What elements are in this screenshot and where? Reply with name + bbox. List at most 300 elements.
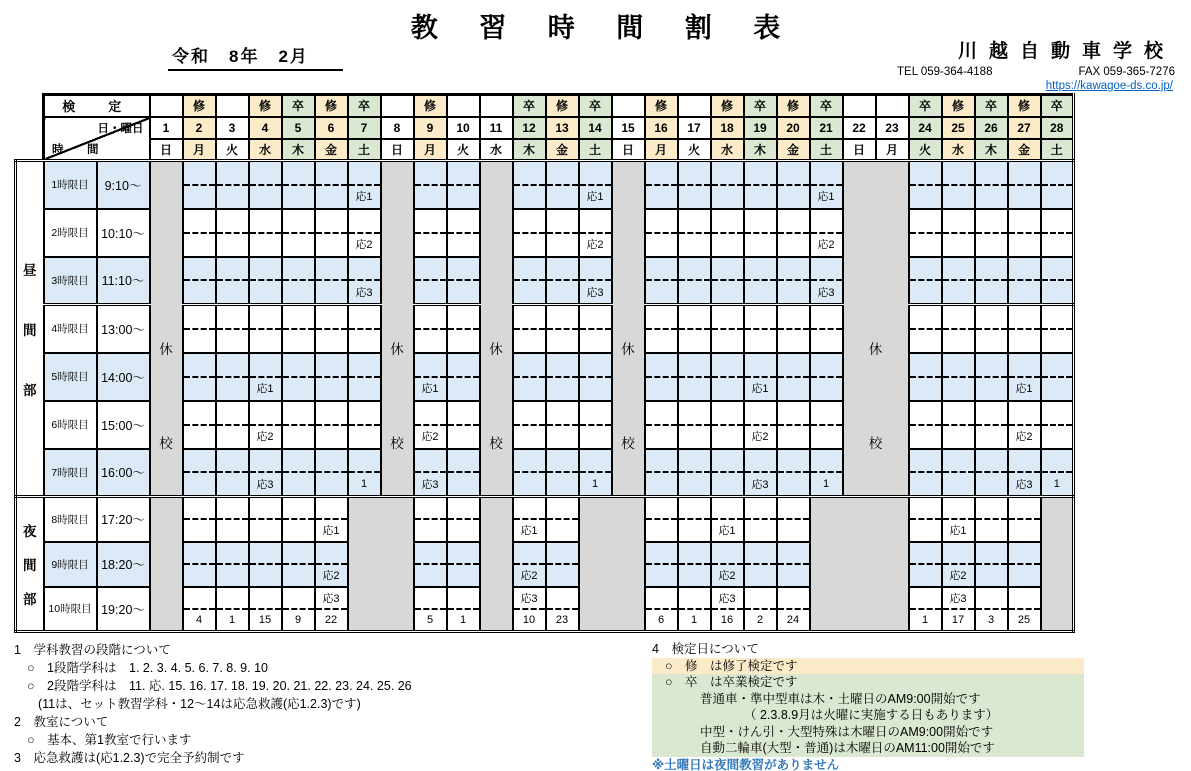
- lesson-slot-bottom: 5: [426, 613, 434, 626]
- lesson-slot-top: [1042, 163, 1073, 186]
- lesson-slot-bottom: 1: [459, 613, 467, 626]
- weekday-cell: 月: [876, 139, 909, 161]
- date-cell: 6: [315, 117, 348, 139]
- lesson-slot-bottom: [250, 281, 281, 302]
- period-cell: 9時限目: [44, 542, 97, 587]
- lesson-slot-top: [1042, 403, 1073, 426]
- lesson-slot-bottom: [943, 378, 974, 399]
- lesson-slot-top: [349, 163, 380, 186]
- lesson-slot-bottom: [646, 426, 677, 447]
- lesson-slot-top: [349, 355, 380, 378]
- lesson-slot-bottom: [283, 281, 314, 302]
- kentei-cell: [480, 95, 513, 117]
- date-cell: 8: [381, 117, 414, 139]
- lesson-slot-bottom: 9: [294, 613, 302, 626]
- lesson-cell: [414, 305, 447, 353]
- lesson-cell: [216, 542, 249, 587]
- lesson-slot-top: [679, 355, 710, 378]
- lesson-cell: [942, 161, 975, 209]
- lesson-cell: [216, 161, 249, 209]
- lesson-slot-top: [514, 163, 545, 186]
- weekday-cell: 水: [249, 139, 282, 161]
- closed-cell: [480, 161, 513, 497]
- lesson-cell: [777, 449, 810, 497]
- lesson-slot-top: [514, 307, 545, 330]
- lesson-slot-top: [316, 499, 347, 521]
- lesson-cell: [282, 257, 315, 305]
- date-cell: 9: [414, 117, 447, 139]
- lesson-slot-top: [217, 499, 248, 521]
- lesson-cell: [513, 587, 546, 632]
- lesson-cell: [645, 449, 678, 497]
- lesson-cell: [744, 401, 777, 449]
- weekday-cell: 木: [744, 139, 777, 161]
- lesson-slot-bottom: 応3: [421, 478, 439, 491]
- weekday-cell: 火: [447, 139, 480, 161]
- lesson-slot-bottom: [415, 330, 446, 351]
- lesson-cell: [975, 353, 1008, 401]
- kentei-cell: 修: [942, 95, 975, 117]
- lesson-slot-top: [646, 588, 677, 610]
- lesson-slot-bottom: [679, 520, 710, 540]
- closed-cell: [579, 497, 645, 632]
- lesson-cell: [282, 161, 315, 209]
- lesson-cell: [513, 449, 546, 497]
- lesson-cell: [777, 353, 810, 401]
- lesson-slot-top: [1009, 307, 1040, 330]
- lesson-cell: [183, 449, 216, 497]
- lesson-slot-top: [679, 544, 710, 566]
- lesson-slot-bottom: [910, 330, 941, 351]
- kentei-cell: [150, 95, 183, 117]
- lesson-slot-top: 応3: [514, 588, 545, 610]
- lesson-slot-top: [415, 355, 446, 378]
- lesson-slot-top: [349, 211, 380, 234]
- period-cell: 10時限目: [44, 587, 97, 632]
- lesson-slot-top: [217, 355, 248, 378]
- time-cell: 17:20～: [97, 497, 150, 542]
- lesson-slot-top: [580, 307, 611, 330]
- school-fax: FAX 059-365-7276: [1078, 66, 1175, 78]
- lesson-slot-bottom: [415, 565, 446, 585]
- lesson-cell: [645, 257, 678, 305]
- lesson-slot-top: [1042, 450, 1073, 473]
- date-cell: 12: [513, 117, 546, 139]
- lesson-slot-top: [514, 450, 545, 473]
- date-cell: 3: [216, 117, 249, 139]
- lesson-slot-top: [712, 307, 743, 330]
- lesson-cell: [942, 401, 975, 449]
- lesson-slot-bottom: 23: [555, 613, 569, 626]
- lesson-slot-top: [283, 544, 314, 566]
- closed-label-bottom: 校: [390, 435, 404, 451]
- lesson-slot-bottom: [745, 330, 776, 351]
- lesson-slot-top: [415, 307, 446, 330]
- kentei-cell: 卒: [1041, 95, 1074, 117]
- lesson-cell: [315, 353, 348, 401]
- lesson-cell: [447, 209, 480, 257]
- lesson-slot-top: [811, 211, 842, 234]
- lesson-cell: [678, 209, 711, 257]
- lesson-cell: [579, 161, 612, 209]
- lesson-slot-bottom: [712, 234, 743, 255]
- closed-cell: [348, 497, 414, 632]
- note-line: 1 学科教習の段階について: [14, 643, 171, 657]
- note-line: 4 検定日について: [652, 642, 759, 656]
- lesson-slot-top: [1042, 307, 1073, 330]
- lesson-slot-top: [514, 499, 545, 521]
- lesson-cell: [810, 353, 843, 401]
- lesson-slot-bottom: [679, 378, 710, 399]
- lesson-slot-top: [514, 544, 545, 566]
- note-line: ○ 1段階学科は 1. 2. 3. 4. 5. 6. 7. 8. 9. 10: [27, 661, 268, 675]
- lesson-cell: [447, 305, 480, 353]
- lesson-cell: [546, 497, 579, 542]
- lesson-slot-top: [943, 403, 974, 426]
- lesson-slot-bottom: 応2: [421, 431, 439, 443]
- lesson-slot-bottom: [448, 565, 479, 585]
- lesson-slot-bottom: 応2: [586, 239, 604, 251]
- lesson-cell: [975, 305, 1008, 353]
- kentei-cell: 卒: [909, 95, 942, 117]
- lesson-slot-top: [547, 544, 578, 566]
- lesson-slot-top: [778, 499, 809, 521]
- lesson-slot-bottom: [547, 473, 578, 494]
- lesson-cell: [810, 257, 843, 305]
- lesson-cell: [645, 401, 678, 449]
- lesson-cell: [282, 353, 315, 401]
- lesson-cell: [942, 497, 975, 542]
- date-cell: 27: [1008, 117, 1041, 139]
- date-cell: 15: [612, 117, 645, 139]
- lesson-slot-bottom: 1: [228, 613, 236, 626]
- note-line: ○ 2段階学科は 11. 応. 15. 16. 17. 18. 19. 20. 21. 22. 23. 24. 25. 26: [27, 679, 412, 693]
- lesson-cell: [975, 161, 1008, 209]
- lesson-slot-top: [745, 588, 776, 610]
- lesson-slot-bottom: 応3: [355, 286, 373, 299]
- lesson-slot-top: [1009, 544, 1040, 566]
- lesson-slot-top: [910, 355, 941, 378]
- lesson-cell: [678, 497, 711, 542]
- lesson-slot-bottom: [349, 330, 380, 351]
- lesson-slot-bottom: [943, 186, 974, 207]
- date-cell: 17: [678, 117, 711, 139]
- lesson-slot-top: [745, 499, 776, 521]
- lesson-slot-bottom: [514, 426, 545, 447]
- lesson-slot-bottom: [1009, 520, 1040, 540]
- lesson-slot-bottom: 1: [591, 477, 599, 490]
- lesson-slot-top: [811, 355, 842, 378]
- lesson-slot-top: [184, 499, 215, 521]
- lesson-slot-bottom: [745, 234, 776, 255]
- lesson-slot-bottom: [1009, 186, 1040, 207]
- lesson-cell: [678, 587, 711, 632]
- lesson-slot-top: [217, 588, 248, 610]
- lesson-slot-bottom: [283, 186, 314, 207]
- lesson-cell: [1041, 161, 1074, 209]
- kentei-cell: [612, 95, 645, 117]
- lesson-slot-top: [283, 499, 314, 521]
- lesson-cell: [414, 209, 447, 257]
- lesson-cell: [282, 449, 315, 497]
- lesson-slot-bottom: [811, 426, 842, 447]
- lesson-cell: [315, 209, 348, 257]
- lesson-slot-bottom: [679, 473, 710, 494]
- lesson-slot-bottom: [217, 234, 248, 255]
- lesson-cell: [678, 161, 711, 209]
- lesson-slot-top: [448, 450, 479, 473]
- lesson-slot-bottom: [910, 281, 941, 302]
- lesson-slot-bottom: [250, 330, 281, 351]
- lesson-cell: [513, 257, 546, 305]
- closed-cell: [480, 497, 513, 632]
- notes-right: [652, 641, 1084, 771]
- lesson-slot-top: [1009, 403, 1040, 426]
- note-line: 中型・けん引・大型特殊は木曜日のAM9:00開始です: [652, 724, 1084, 741]
- lesson-slot-bottom: [250, 186, 281, 207]
- lesson-slot-bottom: [976, 234, 1007, 255]
- lesson-cell: [216, 401, 249, 449]
- lesson-slot-bottom: [547, 281, 578, 302]
- time-cell: 16:00～: [97, 449, 150, 497]
- lesson-cell: [1008, 401, 1041, 449]
- lesson-slot-bottom: [646, 565, 677, 585]
- lesson-cell: [777, 209, 810, 257]
- lesson-slot-top: [184, 307, 215, 330]
- lesson-cell: [579, 353, 612, 401]
- lesson-slot-top: [250, 499, 281, 521]
- lesson-slot-top: [217, 307, 248, 330]
- lesson-cell: [909, 449, 942, 497]
- lesson-cell: [315, 497, 348, 542]
- lesson-cell: [777, 587, 810, 632]
- corner-time-label: 時 間: [52, 144, 105, 156]
- lesson-cell: [975, 542, 1008, 587]
- lesson-slot-bottom: 2: [756, 613, 764, 626]
- lesson-slot-bottom: [217, 378, 248, 399]
- lesson-slot-bottom: [547, 565, 578, 585]
- lesson-cell: [942, 542, 975, 587]
- lesson-slot-top: [976, 355, 1007, 378]
- closed-cell: [150, 161, 183, 497]
- lesson-slot-bottom: [679, 426, 710, 447]
- lesson-cell: [447, 449, 480, 497]
- lesson-slot-bottom: [217, 186, 248, 207]
- lesson-slot-bottom: [910, 565, 941, 585]
- lesson-slot-bottom: [712, 473, 743, 494]
- school-url: [897, 80, 1175, 92]
- note-line: ○ 基本、第1教室で行います: [27, 733, 192, 747]
- lesson-cell: [579, 209, 612, 257]
- lesson-slot-bottom: [1042, 234, 1073, 255]
- weekday-cell: 水: [942, 139, 975, 161]
- lesson-cell: [315, 449, 348, 497]
- date-cell: 21: [810, 117, 843, 139]
- lesson-slot-top: [580, 258, 611, 281]
- lesson-cell: [414, 497, 447, 542]
- lesson-slot-top: [547, 588, 578, 610]
- lesson-slot-top: [646, 211, 677, 234]
- lesson-slot-top: [283, 258, 314, 281]
- lesson-slot-bottom: [283, 426, 314, 447]
- weekday-cell: 木: [513, 139, 546, 161]
- lesson-slot-bottom: [415, 234, 446, 255]
- lesson-cell: [678, 305, 711, 353]
- lesson-slot-bottom: 22: [324, 613, 338, 626]
- lesson-cell: [777, 497, 810, 542]
- lesson-slot-bottom: [547, 426, 578, 447]
- lesson-slot-top: [679, 211, 710, 234]
- lesson-slot-bottom: [547, 378, 578, 399]
- lesson-slot-bottom: [448, 281, 479, 302]
- lesson-slot-top: [1042, 211, 1073, 234]
- kentei-cell: 卒: [810, 95, 843, 117]
- lesson-slot-bottom: [646, 281, 677, 302]
- lesson-slot-bottom: [283, 473, 314, 494]
- lesson-slot-bottom: 応2: [718, 569, 736, 582]
- lesson-cell: [678, 449, 711, 497]
- lesson-slot-bottom: 応2: [817, 239, 835, 251]
- corner-day-label: 日・曜日: [97, 122, 144, 135]
- weekday-cell: 日: [150, 139, 183, 161]
- lesson-slot-bottom: [448, 378, 479, 399]
- lesson-slot-top: [580, 403, 611, 426]
- date-cell: 14: [579, 117, 612, 139]
- lesson-cell: [414, 161, 447, 209]
- date-cell: 4: [249, 117, 282, 139]
- weekday-cell: 火: [216, 139, 249, 161]
- lesson-slot-top: [1009, 163, 1040, 186]
- lesson-slot-bottom: [712, 378, 743, 399]
- lesson-cell: [777, 257, 810, 305]
- lesson-slot-bottom: 24: [786, 613, 800, 626]
- closed-cell: [1041, 497, 1074, 632]
- lesson-slot-bottom: [448, 330, 479, 351]
- weekday-cell: 金: [315, 139, 348, 161]
- lesson-slot-top: [910, 307, 941, 330]
- lesson-slot-top: [679, 588, 710, 610]
- lesson-slot-bottom: [679, 186, 710, 207]
- notes-left: [14, 641, 614, 767]
- lesson-slot-top: [415, 499, 446, 521]
- lesson-slot-top: [547, 307, 578, 330]
- lesson-slot-top: 応3: [943, 588, 974, 610]
- lesson-cell: [744, 161, 777, 209]
- lesson-slot-bottom: 応1: [1015, 383, 1033, 395]
- lesson-cell: [1041, 353, 1074, 401]
- kentei-cell: [381, 95, 414, 117]
- closed-cell: [843, 161, 909, 497]
- lesson-cell: [183, 587, 216, 632]
- lesson-slot-bottom: [217, 473, 248, 494]
- lesson-cell: [183, 305, 216, 353]
- lesson-cell: [249, 401, 282, 449]
- lesson-slot-bottom: [448, 186, 479, 207]
- lesson-slot-bottom: 16: [720, 613, 734, 626]
- lesson-cell: [249, 353, 282, 401]
- lesson-slot-bottom: [745, 281, 776, 302]
- lesson-slot-bottom: 1: [1053, 477, 1060, 490]
- lesson-cell: [513, 542, 546, 587]
- lesson-cell: [315, 401, 348, 449]
- section-label: 夜 間 部: [16, 497, 44, 632]
- lesson-slot-bottom: [976, 186, 1007, 207]
- kentei-cell: 修: [711, 95, 744, 117]
- lesson-cell: [744, 209, 777, 257]
- lesson-cell: [975, 449, 1008, 497]
- lesson-slot-bottom: [316, 330, 347, 351]
- lesson-cell: [513, 305, 546, 353]
- lesson-slot-top: [778, 588, 809, 610]
- lesson-cell: [909, 401, 942, 449]
- lesson-slot-bottom: [415, 281, 446, 302]
- lesson-slot-top: [745, 163, 776, 186]
- time-cell: 13:00～: [97, 305, 150, 353]
- lesson-slot-top: [283, 163, 314, 186]
- lesson-slot-top: [745, 307, 776, 330]
- lesson-slot-bottom: 応1: [256, 383, 274, 395]
- lesson-cell: [249, 161, 282, 209]
- lesson-slot-bottom: [778, 378, 809, 399]
- lesson-slot-top: [745, 355, 776, 378]
- lesson-slot-bottom: [184, 378, 215, 399]
- lesson-cell: [546, 305, 579, 353]
- lesson-slot-bottom: [547, 520, 578, 540]
- school-block: [897, 36, 1175, 92]
- lesson-cell: [315, 305, 348, 353]
- lesson-slot-bottom: [217, 426, 248, 447]
- school-url-link[interactable]: https://kawagoe-ds.co.jp/: [1045, 80, 1173, 92]
- lesson-slot-top: [646, 307, 677, 330]
- lesson-slot-top: [679, 450, 710, 473]
- lesson-slot-top: [415, 588, 446, 610]
- lesson-cell: [777, 161, 810, 209]
- lesson-slot-top: [1042, 355, 1073, 378]
- lesson-cell: [249, 305, 282, 353]
- lesson-slot-bottom: [316, 426, 347, 447]
- lesson-slot-top: [910, 403, 941, 426]
- lesson-slot-bottom: [514, 330, 545, 351]
- lesson-slot-top: [448, 544, 479, 566]
- lesson-slot-top: [745, 258, 776, 281]
- lesson-slot-bottom: 応3: [817, 286, 835, 299]
- lesson-slot-bottom: [1042, 378, 1073, 399]
- lesson-slot-bottom: [184, 565, 215, 585]
- lesson-cell: [546, 542, 579, 587]
- kentei-cell: [447, 95, 480, 117]
- lesson-slot-bottom: [250, 234, 281, 255]
- lesson-cell: [1041, 257, 1074, 305]
- lesson-slot-bottom: [943, 281, 974, 302]
- weekday-cell: 日: [843, 139, 876, 161]
- lesson-cell: [711, 587, 744, 632]
- time-cell: 10:10～: [97, 209, 150, 257]
- lesson-slot-top: [415, 450, 446, 473]
- lesson-slot-top: [976, 588, 1007, 610]
- lesson-slot-bottom: [778, 426, 809, 447]
- lesson-slot-bottom: [976, 473, 1007, 494]
- lesson-slot-top: [514, 258, 545, 281]
- lesson-cell: [414, 449, 447, 497]
- closed-label-top: 休: [390, 342, 404, 358]
- lesson-slot-top: [217, 163, 248, 186]
- closed-cell: [150, 497, 183, 632]
- lesson-cell: [645, 353, 678, 401]
- lesson-slot-bottom: [778, 473, 809, 494]
- lesson-slot-bottom: [580, 330, 611, 351]
- lesson-cell: [513, 161, 546, 209]
- lesson-slot-top: [250, 588, 281, 610]
